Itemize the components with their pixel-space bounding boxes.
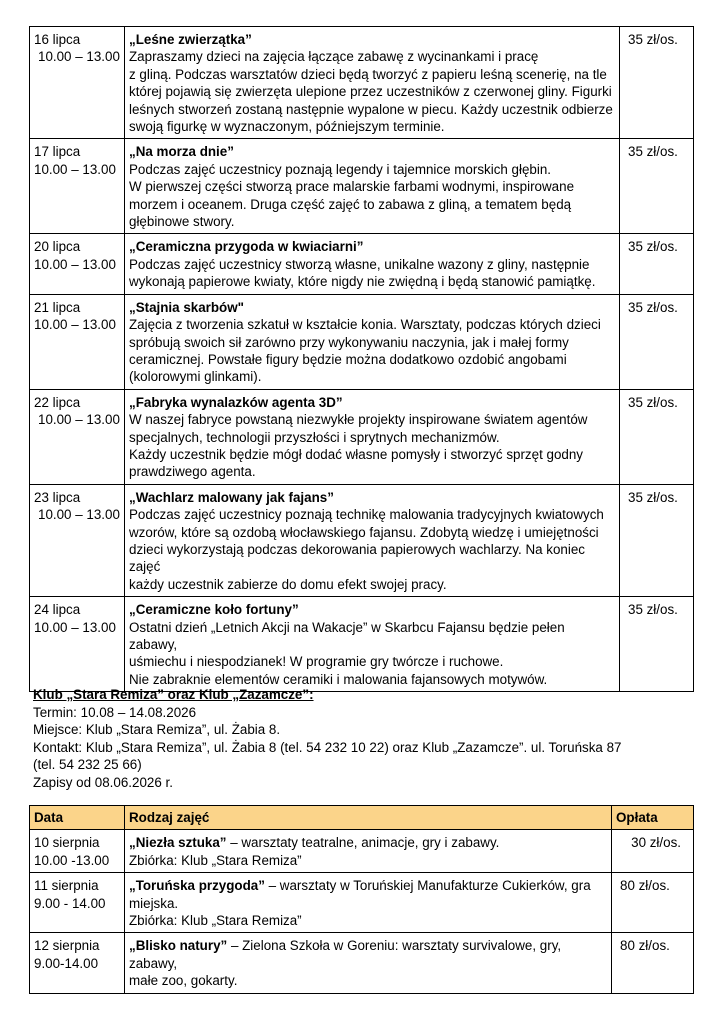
term-line: Termin: 10.08 – 14.08.2026 — [33, 704, 197, 720]
description-first-line — [129, 937, 607, 972]
description-cell — [125, 27, 620, 139]
time: 10.00 – 13.00 — [38, 49, 120, 65]
price-cell: 35 zł/os. — [620, 294, 694, 389]
workshop-title: „Ceramiczna przygoda w kwiaciarni” — [129, 239, 364, 255]
description-line: Zbiórka: Klub „Stara Remiza” — [129, 913, 302, 929]
date-cell — [30, 933, 125, 993]
time: 10.00 – 13.00 — [34, 161, 116, 177]
description-line: Ostatni dzień „Letnich Akcji na Wakacje” w Skarbcu Fajansu będzie pełen zabawy, — [129, 619, 565, 652]
date: 20 lipca — [34, 239, 81, 255]
time: 9.00 - 14.00 — [34, 895, 106, 911]
price-cell: 35 zł/os. — [620, 27, 694, 139]
location-line: Miejsce: Klub „Stara Remiza”, ul. Żabia 8. — [33, 722, 281, 737]
header-fee: Opłata — [612, 806, 694, 830]
description-line: której pojawią się zwierzęta ulepione przez uczestników z czerwonej gliny. Figurki — [129, 84, 612, 100]
date: 16 lipca — [34, 32, 81, 47]
date: 24 lipca — [34, 602, 81, 618]
workshop-title: „Na morza dnie” — [129, 144, 234, 160]
workshop-title: „Ceramiczne koło fortuny” — [129, 602, 299, 618]
price-cell: 35 zł/os. — [620, 484, 694, 596]
description-cell — [125, 139, 620, 234]
workshop-title: „Niezła sztuka” — [129, 835, 227, 851]
date: 22 lipca — [34, 394, 81, 410]
price-cell: 80 zł/os. — [612, 933, 694, 993]
header-date: Data — [30, 806, 125, 830]
description-line: wykonają papierowe kwiaty, które nigdy nie zwiędną i będą stanowić pamiątkę. — [129, 274, 596, 290]
date-cell — [30, 597, 125, 692]
description-line: swoją figurkę w wyznaczonym, późniejszym terminie. — [129, 119, 445, 135]
description-line: wzorów, które są ozdobą włocławskiego fajansu. Zdobytą wiedzę i umiejętności — [129, 524, 599, 540]
description-line: W naszej fabryce powstaną niezwykłe projekty inspirowane światem agentów — [129, 412, 588, 428]
table-row — [30, 294, 694, 389]
workshop-title: „Fabryka wynalazków agenta 3D” — [129, 394, 343, 410]
workshop-title: „Toruńska przygoda” — [129, 878, 265, 894]
club-heading: Klub „Stara Remiza” oraz Klub „Zazamcze”: — [33, 687, 314, 702]
price-cell: 35 zł/os. — [620, 139, 694, 234]
club-info-section — [33, 686, 703, 791]
header-type: Rodzaj zajęć — [125, 806, 612, 830]
table-row — [30, 27, 694, 139]
description-cell — [125, 597, 620, 692]
description-cell — [125, 234, 620, 294]
description-line: Każdy uczestnik będzie mógł dodać własne pomysły i stworzyć sprzęt godny — [129, 446, 584, 462]
table-row — [30, 597, 694, 692]
description-cell — [125, 933, 612, 993]
contact-line: Kontakt: Klub „Stara Remiza”, ul. Żabia 8 (tel. 54 232 10 22) oraz Klub „Zazamcze”. ul. Toruńska 87 — [33, 739, 622, 755]
workshop-title: „Blisko natury” — [129, 938, 228, 954]
price-cell: 35 zł/os. — [620, 234, 694, 294]
date-cell — [30, 389, 125, 484]
description-line: małe zoo, gokarty. — [129, 973, 238, 989]
date: 23 lipca — [34, 489, 81, 505]
date: 11 sierpnia — [34, 878, 99, 894]
description-line: dzieci wykorzystają podczas dekorowania papierowych wachlarzy. Na koniec zajęć — [129, 541, 585, 575]
table-row — [30, 139, 694, 234]
table-row — [30, 234, 694, 294]
description-first-line — [129, 834, 607, 851]
description-line: leśnych stworzeń zostaną następnie wypalone w piecu. Każdy uczestnik odbierze — [129, 101, 613, 117]
price-cell: 35 zł/os. — [620, 389, 694, 484]
description-line: miejska. — [129, 895, 179, 911]
description-line: Podczas zajęć uczestnicy stworzą własne, unikalne wazony z gliny, następnie — [129, 256, 590, 272]
description-line: Podczas zajęć uczestnicy poznają legendy i tajemnice morskich głębin. — [129, 161, 552, 177]
date-cell — [30, 294, 125, 389]
table-row — [30, 830, 694, 873]
date: 17 lipca — [34, 144, 81, 160]
time: 10.00 – 13.00 — [34, 256, 116, 272]
description-line: Zapraszamy dzieci na zajęcia łączące zabawę z wycinankami i pracę — [129, 49, 539, 65]
time: 10.00 – 13.00 — [38, 507, 120, 523]
description-cell — [125, 830, 612, 873]
description-line: morzem i oceanem. Druga część zajęć to zabawa z gliną, a tematem będą — [129, 196, 572, 212]
registration-line: Zapisy od 08.06.2026 r. — [33, 774, 173, 790]
description-cell — [125, 389, 620, 484]
description-cell — [125, 294, 620, 389]
description-line: spróbują swoich sił zarówno przy wykonywaniu naczynia, jak i małej formy — [129, 334, 569, 350]
table-row — [30, 873, 694, 933]
date: 10 sierpnia — [34, 835, 100, 851]
description-line: specjalnych, technologii przyszłości i sprytnych mechanizmów. — [129, 429, 500, 445]
price-cell: 80 zł/os. — [612, 873, 694, 933]
date-cell — [30, 27, 125, 139]
description-line: Zajęcia z tworzenia szkatuł w kształcie konia. Warsztaty, podczas których dzieci — [129, 317, 601, 333]
table-row — [30, 484, 694, 596]
description-line: Zbiórka: Klub „Stara Remiza” — [129, 852, 302, 868]
description-cell — [125, 873, 612, 933]
contact-phone-line: (tel. 54 232 25 66) — [33, 757, 142, 772]
description-line: W pierwszej części stworzą prace malarskie farbami wodnymi, inspirowane — [129, 179, 575, 195]
description-line: uśmiechu i niespodzianek! W programie gry twórcze i ruchowe. — [129, 654, 504, 670]
date-cell — [30, 873, 125, 933]
table-row — [30, 933, 694, 993]
date-cell — [30, 830, 125, 873]
time: 9.00-14.00 — [34, 955, 99, 971]
date-cell — [30, 139, 125, 234]
description-line: prawdziwego agenta. — [129, 464, 256, 480]
time: 10.00 – 13.00 — [34, 317, 116, 333]
time: 10.00 – 13.00 — [34, 619, 116, 635]
workshop-summary: – warsztaty teatralne, animacje, gry i zabawy. — [226, 835, 500, 851]
date: 12 sierpnia — [34, 938, 100, 954]
workshop-title: „Wachlarz malowany jak fajans” — [129, 489, 334, 505]
description-cell — [125, 484, 620, 596]
workshop-summary: – warsztaty w Toruńskiej Manufakturze Cukierków, gra — [264, 878, 591, 894]
description-line: z gliną. Podczas warsztatów dzieci będą tworzyć z papieru leśną scenerię, na tle — [129, 66, 607, 82]
time: 10.00 – 13.00 — [38, 412, 120, 428]
workshop-summary: – Zielona Szkoła w Goreniu: warsztaty survivalowe, gry, zabawy, — [129, 938, 562, 971]
workshop-title: „Leśne zwierzątka” — [129, 32, 252, 47]
table-row — [30, 389, 694, 484]
date-cell — [30, 484, 125, 596]
description-line: Podczas zajęć uczestnicy poznają technikę malowania tradycyjnych kwiatowych — [129, 507, 604, 523]
price-cell: 30 zł/os. — [612, 830, 694, 873]
description-line: Nie zabraknie elementów ceramiki i malowania fajansowych motywów. — [129, 671, 548, 687]
table-header-row — [30, 806, 694, 830]
workshops-table-august — [29, 805, 694, 994]
description-line: ceramicznej. Powstałe figury będzie można dodatkowo ozdobić angobami — [129, 351, 567, 367]
description-line: głębinowe stwory. — [129, 214, 235, 230]
workshops-table-july — [29, 26, 694, 692]
description-line: (kolorowymi glinkami). — [129, 369, 262, 385]
description-line: każdy uczestnik zabierze do domu efekt swojej pracy. — [129, 576, 447, 592]
date-cell — [30, 234, 125, 294]
date: 21 lipca — [34, 299, 81, 315]
workshop-title: „Stajnia skarbów" — [129, 299, 244, 315]
price-cell: 35 zł/os. — [620, 597, 694, 692]
description-first-line — [129, 877, 607, 894]
time: 10.00 -13.00 — [34, 852, 110, 868]
